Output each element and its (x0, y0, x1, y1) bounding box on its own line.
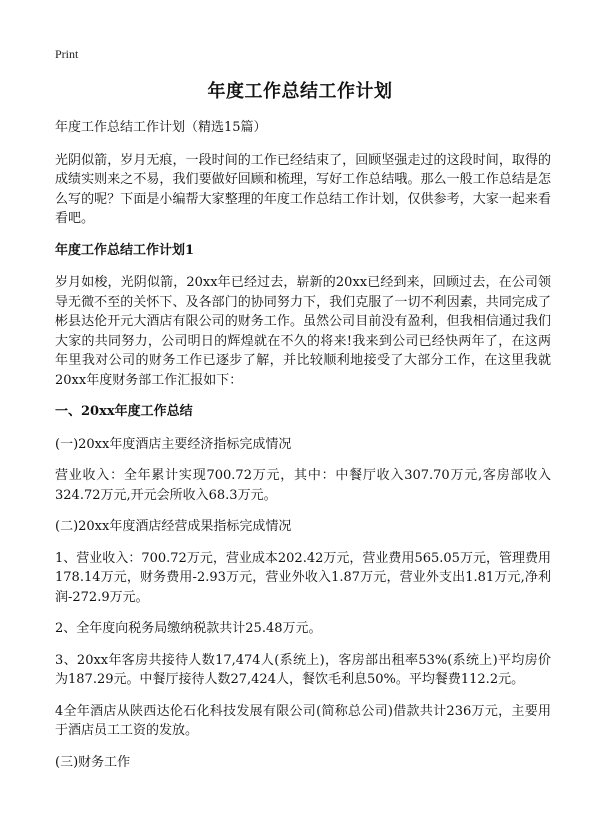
operating-results-item-2: 2、全年度向税务局缴纳税款共计25.48万元。 (55, 621, 322, 636)
section-heading-plan-1: 年度工作总结工作计划1 (55, 242, 195, 258)
document-body (55, 118, 551, 784)
operating-results-item-3: 3、20xx年客房共接待人数17,474人(系统上)，客房部出租率53%(系统上)平均房价为187.29元。中餐厅接待人数27,424人，餐饮毛利息50%。平均餐费112.2元。 (55, 652, 551, 687)
document-title: 年度工作总结工作计划 (207, 81, 393, 102)
subsection-heading-finance-work: (三)财务工作 (55, 754, 131, 770)
section-heading-annual-summary: 一、20xx年度工作总结 (55, 404, 193, 419)
intro-paragraph: 光阴似箭，岁月无痕，一段时间的工作已经结束了，回顾坚强走过的这段时间，取得的成绩实则来之不易，我们要做好回顾和梳理，写好工作总结哦。那么一般工作总结是怎么写的呢？下面是小编帮大家整理的年度工作总结工作计划，仅供参考，大家一起来看看吧。 (55, 152, 551, 226)
operating-results-item-1: 1、营业收入：700.72万元，营业成本202.42万元，营业费用565.05万元，管理费用178.14万元，财务费用-2.93万元，营业外收入1.87万元，营业外支出1.81万元,净利润-272.9万元。 (55, 550, 551, 605)
print-label: Print (55, 47, 79, 61)
subsection-heading-economic-indicators: (一)20xx年度酒店主要经济指标完成情况 (55, 436, 292, 452)
plan-1-paragraph: 岁月如梭，光阴似箭，20xx年已经过去，崭新的20xx已经到来，回顾过去，在公司领导无微不至的关怀下、及各部门的协同努力下，我们克服了一切不利因素，共同完成了彬县达伦开元大酒店有限公司的财务工作。虽然公司目前没有盈利，但我相信通过我们大家的共同努力，公司明日的辉煌就在不久的将来!我来到公司已经快两年了，在这两年里我对公司的财务工作已逐步了解，并比较顺利地接受了大部分工作，在这里我就20xx年度财务部工作汇报如下： (55, 275, 551, 388)
document-subtitle: 年度工作总结工作计划（精选15篇） (55, 120, 267, 135)
subsection-heading-operating-results: (二)20xx年度酒店经营成果指标完成情况 (55, 519, 292, 534)
operating-results-item-4: 4全年酒店从陕西达伦石化科技发展有限公司(简称总公司)借款共计236万元，主要用于酒店员工工资的发放。 (55, 703, 551, 738)
revenue-paragraph: 营业收入：全年累计实现700.72万元，其中：中餐厅收入307.70万元,客房部收入324.72万元,开元会所收入68.3万元。 (55, 468, 551, 503)
